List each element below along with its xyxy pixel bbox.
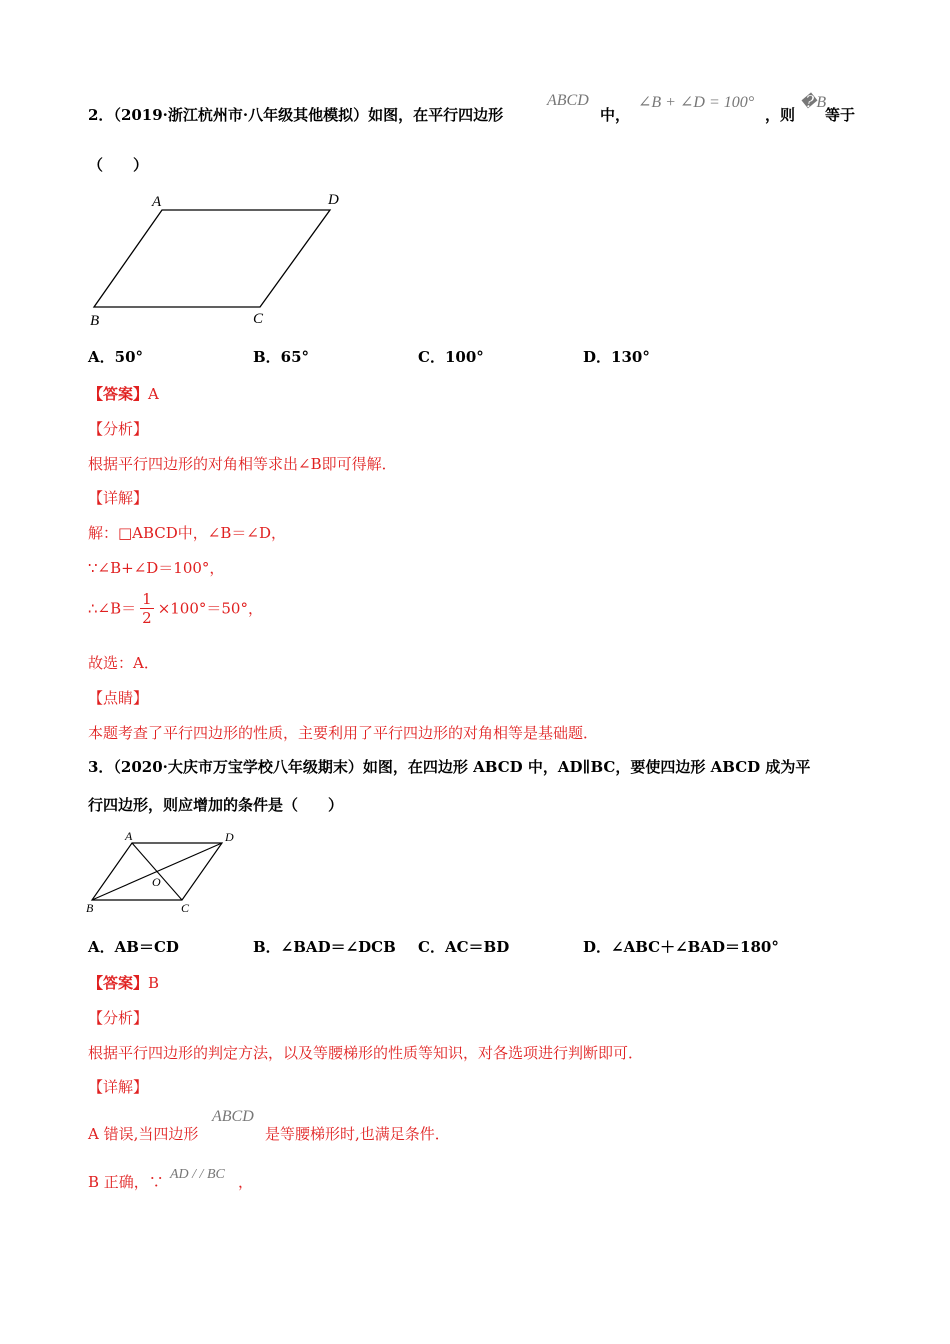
q3-stem-line-2: 行四边形，则应增加的条件是（ ） xyxy=(88,796,344,814)
q2-stem xyxy=(88,104,503,125)
q3-stem-line-1: 3．（2020·大庆市万宝学校八年级期末）如图，在四边形 ABCD 中，AD∥BC，要使四边形 ABCD 成为平 xyxy=(88,758,811,776)
q2-option-b: B．65° xyxy=(253,348,310,366)
q2-analysis-text: 根据平行四边形的对角相等求出∠B即可得解． xyxy=(88,455,397,473)
q3-option-b: B．∠BAD＝∠DCB xyxy=(253,938,396,956)
q2-source: （2019·浙江杭州市·八年级其他模拟） xyxy=(113,106,369,124)
q2-option-a: A．50° xyxy=(88,348,144,366)
q2-math-b: �B xyxy=(800,94,827,111)
q2-figure xyxy=(80,185,360,330)
q2-option-c: C．100° xyxy=(418,348,484,366)
q3-detail-label: 【详解】 xyxy=(88,1078,149,1096)
q3-label-c: C xyxy=(181,901,190,915)
q2-label-d: D xyxy=(328,192,339,208)
q2-parallelogram xyxy=(94,210,330,307)
q2-answer-label: 【答案】 xyxy=(88,385,149,403)
q2-choose: 故选：A． xyxy=(88,654,159,672)
q3-detail-a-pre: A 错误,当四边形 xyxy=(88,1125,199,1143)
q3-detail-b-pre: B 正确，∵ xyxy=(88,1173,164,1191)
q2-comment-label: 【点睛】 xyxy=(88,689,149,707)
q3-option-d: D．∠ABC＋∠BAD＝180° xyxy=(583,938,779,956)
q2-math-abcd: ABCD xyxy=(547,92,589,109)
q2-label-a: A xyxy=(152,194,162,210)
q2-text-a: 如图，在平行四边形 xyxy=(368,106,504,124)
q3-option-c: C．AC＝BD xyxy=(418,938,510,956)
q2-text-b: 中， xyxy=(600,106,631,124)
q3-label-b: B xyxy=(86,901,94,915)
q3-analysis-label: 【分析】 xyxy=(88,1009,149,1027)
q2-answer-value: A xyxy=(148,385,159,403)
q2-option-d: D．130° xyxy=(583,348,650,366)
q2-step3-left: ∴∠B＝ xyxy=(88,599,137,618)
q2-answer xyxy=(88,383,159,404)
q2-math-condition: ∠B + ∠D = 100° xyxy=(638,94,755,111)
q3-analysis-text: 根据平行四边形的判定方法，以及等腰梯形的性质等知识，对各选项进行判断即可． xyxy=(88,1044,644,1062)
q3-detail-b-post: ， xyxy=(238,1173,254,1191)
q3-detail-a-math: ABCD xyxy=(212,1108,254,1125)
q3-figure xyxy=(82,828,252,918)
q2-paren: （ ） xyxy=(88,156,149,174)
q3-detail-b-math: AD / / BC xyxy=(170,1167,225,1182)
q3-option-a: A．AB＝CD xyxy=(88,938,179,956)
q2-fraction-den: 2 xyxy=(142,609,152,627)
q2-comment-text: 本题考查了平行四边形的性质，主要利用了平行四边形的对角相等是基础题． xyxy=(88,724,599,742)
q3-label-a: A xyxy=(125,829,133,843)
q2-text-c: ，则 xyxy=(765,106,796,124)
q3-answer-label: 【答案】 xyxy=(88,974,149,992)
q3-label-d: D xyxy=(225,830,234,844)
q3-answer-value: B xyxy=(148,974,160,992)
q2-label-b: B xyxy=(90,313,100,329)
q2-fraction xyxy=(140,590,154,627)
q2-detail-label: 【详解】 xyxy=(88,489,149,507)
q2-step3-right: ×100°＝50°， xyxy=(157,599,263,618)
q2-label-c: C xyxy=(253,311,264,327)
q2-detail-line-3 xyxy=(88,590,263,627)
q2-detail-line-2: ∵∠B+∠D＝100°， xyxy=(88,559,225,577)
q2-analysis-label: 【分析】 xyxy=(88,420,149,438)
q3-detail-a-post: 是等腰梯形时,也满足条件． xyxy=(265,1125,450,1143)
q2-number: 2． xyxy=(88,106,114,124)
q3-label-o: O xyxy=(152,875,161,889)
q3-answer xyxy=(88,972,159,993)
q2-text-d: 等于 xyxy=(825,106,856,124)
q2-detail-line-1: 解：□ABCD中，∠B＝∠D， xyxy=(88,524,286,542)
q2-fraction-num: 1 xyxy=(142,590,152,608)
